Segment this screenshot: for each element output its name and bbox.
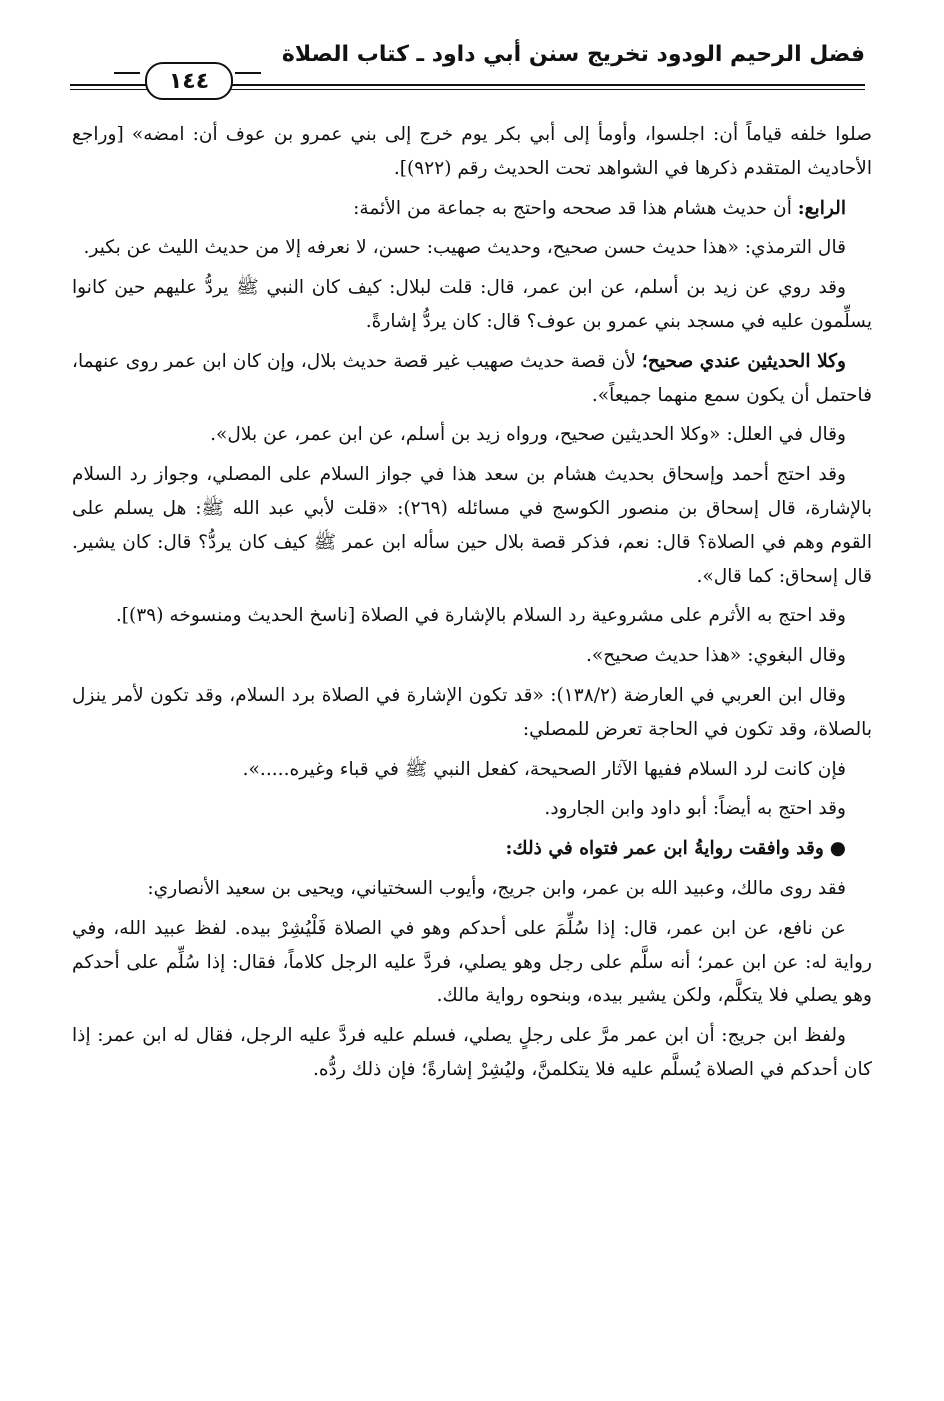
bullet-icon: ● — [829, 838, 846, 860]
page-number-ornament — [114, 72, 140, 74]
paragraph: وقد احتج أحمد وإسحاق بحديث هشام بن سعد هذا في جواز السلام على المصلي، وجواز رد السلام بالإشارة، قال إسحاق بن منصور الكوسج في مسائله (٢٦٩): «قلت لأبي عبد الله ﷺ: هل يسلم على القوم وهم في الصلاة؟ قال: نعم، فذكر قصة بلال حين سأله ابن عمر ﷺ كيف كان يردُّ؟ قال: كان يشير. قال إسحاق: كما قال». — [72, 464, 872, 587]
paragraph: وقال في العلل: «وكلا الحديثين صحيح، ورواه زيد بن أسلم، عن ابن عمر، عن بلال». — [210, 424, 846, 446]
page-number-ornament — [235, 72, 261, 74]
paragraph: وقد احتج به أيضاً: أبو داود وابن الجارود. — [544, 798, 846, 820]
paragraph: وقال ابن العربي في العارضة (١٣٨/٢): «قد تكون الإشارة في الصلاة برد السلام، وقد تكون لأمر ينزل بالصلاة، وقد تكون في الحاجة تعرض للمصلي: — [72, 684, 872, 740]
section-heading: ● وقد وافقت روايةُ ابن عمر فتواه في ذلك: — [505, 838, 846, 860]
paragraph: وقد احتج به الأثرم على مشروعية رد السلام بالإشارة في الصلاة [ناسخ الحديث ومنسوخه (٣٩)]. — [115, 605, 846, 627]
page-header — [70, 38, 865, 94]
paragraph: وكلا الحديثين عندي صحيح؛ لأن قصة حديث صهيب غير قصة حديث بلال، وإن كان ابن عمر روى عنهما، فاحتمل أن يكون سمع منهما جميعاً». — [72, 350, 872, 406]
paragraph: فإن كانت لرد السلام ففيها الآثار الصحيحة، كفعل النبي ﷺ في قباء وغيره.....». — [242, 758, 846, 780]
paragraph: قال الترمذي: «هذا حديث حسن صحيح، وحديث صهيب: حسن، لا نعرفه إلا من حديث الليث عن بكير. — [83, 237, 846, 259]
paragraph: عن نافع، عن ابن عمر، قال: إذا سُلِّمَ على أحدكم وهو في الصلاة فَلْيُشِرْ بيده. لفظ عبيد الله، وفي رواية له: عن ابن عمر؛ أنه سلَّم على رجل وهو يصلي، فردَّ عليه الرجل كلاماً، فقال: إذا سُلِّم على أحدكم وهو يصلي فلا يتكلَّم، ولكن يشير بيده، وبنحوه رواية مالك. — [72, 917, 872, 1007]
paragraph: وقد روي عن زيد بن أسلم، عن ابن عمر، قال: قلت لبلال: كيف كان النبي ﷺ يردُّ عليهم حين كانوا يسلِّمون عليه في مسجد بني عمرو بن عوف؟ قال: كان يردُّ إشارةً. — [72, 277, 872, 332]
paragraph: وقال البغوي: «هذا حديث صحيح». — [585, 645, 846, 667]
page-body — [72, 118, 872, 1093]
running-title: فضل الرحيم الودود تخريج سنن أبي داود ـ كتاب الصلاة — [281, 42, 865, 67]
paragraph: الرابع: أن حديث هشام هذا قد صححه واحتج به جماعة من الأئمة: — [353, 197, 846, 219]
paragraph: صلوا خلفه قياماً أن: اجلسوا، وأومأ إلى أبي بكر يوم خرج إلى بني عمرو بن عوف أن: امضه» [وراجع الأحاديث المتقدم ذكرها في الشواهد تحت الحديث رقم (٩٢٢)]. — [72, 124, 872, 179]
paragraph: فقد روى مالك، وعبيد الله بن عمر، وابن جريج، وأيوب السختياني، ويحيى بن سعيد الأنصاري: — [147, 877, 846, 899]
paragraph: ولفظ ابن جريج: أن ابن عمر مرَّ على رجلٍ يصلي، فسلم عليه فردَّ عليه الرجل، فقال له ابن عمر: إذا كان أحدكم في الصلاة يُسلَّم عليه فلا يتكلمنَّ، وليُشِرْ إشارةً؛ فإن ذلك ردُّه. — [72, 1025, 872, 1080]
page-number: ١٤٤ — [145, 62, 233, 100]
